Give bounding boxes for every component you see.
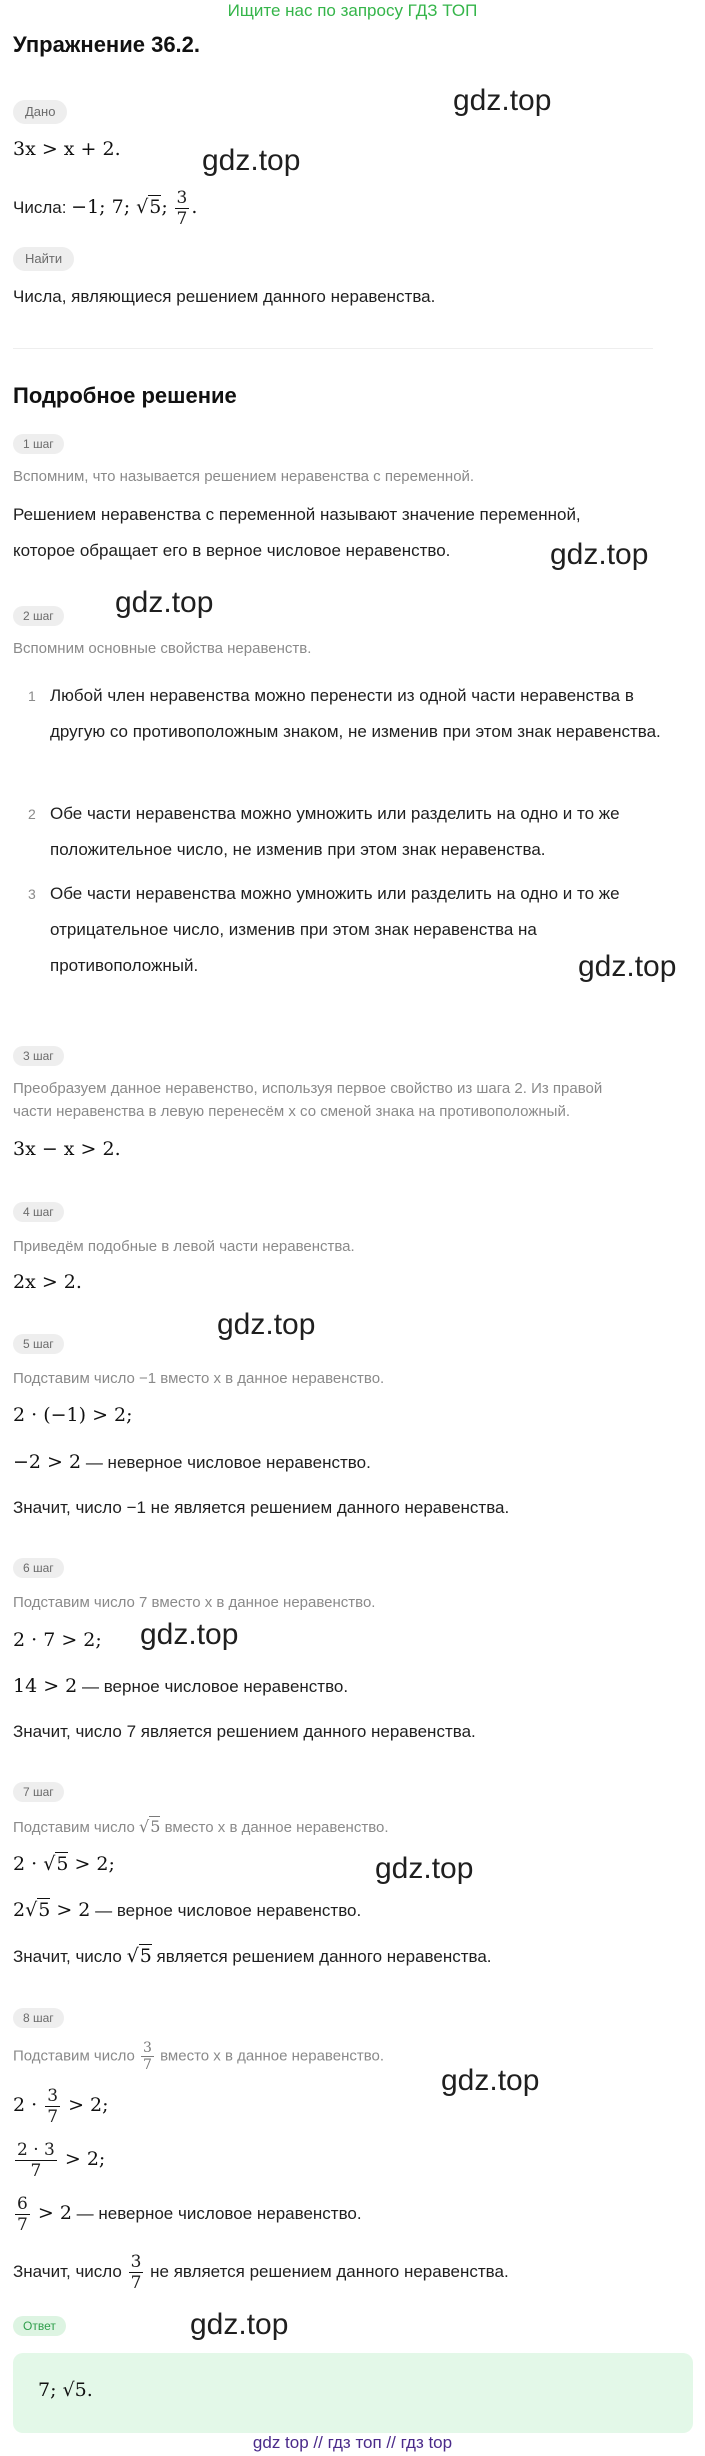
step3-hint-1: Преобразуем данное неравенство, используя первое свойство из шага 2. Из правой — [13, 1080, 603, 1097]
step5-tag: 5 шаг — [13, 1334, 64, 1354]
property-text-1: Любой член неравенства можно перенести из одной части неравенства в другую со противоположным знаком, не изменив при этом знак неравенства. — [50, 686, 661, 741]
step8-expr3-text: — неверное числовое неравенство. — [71, 2203, 362, 2223]
step3-tag: 3 шаг — [13, 1046, 64, 1066]
step6-expr2-text: — верное числовое неравенство. — [77, 1677, 349, 1696]
given-numbers-values: −1; 7; √5; — [71, 195, 168, 218]
step5-expr2-text: — неверное числовое неравенство. — [81, 1453, 371, 1472]
step4-tag: 4 шаг — [13, 1202, 64, 1222]
step8-hint: Подставим число $\frac{3}{7}$ вместо x в данное неравенство. — [13, 2040, 385, 2073]
step7-hint: Подставим число √5 вместо x в данное неравенство. — [13, 1817, 389, 1836]
sqrt-radicand: 5 — [149, 195, 162, 218]
step6-hint: Подставим число 7 вместо x в данное неравенство. — [13, 1594, 376, 1611]
watermark: gdz.top — [578, 950, 677, 983]
page-title: Упражнение 36.2. — [13, 32, 201, 57]
solution-title: Подробное решение — [13, 383, 237, 408]
watermark: gdz.top — [453, 84, 552, 117]
step1-tag: 1 шаг — [13, 434, 64, 454]
property-text-3: Обе части неравенства можно умножить или разделить на одно и то же отрицательное число, изменив при этом знак неравенства на противоположный. — [50, 884, 620, 975]
given-inequality: 3x > x + 2. — [13, 138, 121, 160]
fraction-six-sevenths: $\frac{6}{7}$ — [17, 2194, 28, 2235]
top-banner[interactable]: Ищите нас по запросу ГДЗ ТОП — [227, 1, 478, 20]
answer-tag: Ответ — [13, 2316, 66, 2336]
find-text: Числа, являющиеся решением данного неравенства. — [13, 287, 436, 306]
given-numbers-label: Числа: — [13, 197, 67, 217]
step8-expr1: 2 · $\frac{3}{7}$ > 2; — [13, 2086, 109, 2127]
step5-expr2-line — [13, 1450, 371, 1475]
property-num-1: 1 — [28, 688, 36, 704]
given-numbers: Числа: −1; 7; √5; $\frac{3}{7}$ . — [13, 188, 198, 229]
divider — [13, 348, 653, 349]
step1-line1: Решением неравенства с переменной называют значение переменной, — [13, 505, 581, 524]
watermark: gdz.top — [140, 1618, 239, 1651]
step4-expr: 2x > 2. — [13, 1271, 82, 1293]
step8-conclusion: Значит, число $\frac{3}{7}$ не является решением данного неравенства. — [13, 2252, 509, 2293]
fraction-three-sevenths: $\frac{3}{7}$ — [143, 2040, 152, 2073]
watermark: gdz.top — [550, 538, 649, 571]
watermark: gdz.top — [217, 1308, 316, 1341]
step8-expr2: $\frac{2 \cdot 3}{7}$ > 2; — [17, 2140, 106, 2181]
watermark: gdz.top — [190, 2308, 289, 2341]
property-item-1 — [28, 678, 688, 750]
find-tag: Найти — [13, 247, 74, 271]
watermark: gdz.top — [441, 2064, 540, 2097]
step5-expr2: −2 > 2 — [13, 1451, 82, 1473]
answer-box — [13, 2353, 693, 2433]
step4-hint: Приведём подобные в левой части неравенства. — [13, 1238, 355, 1255]
answer-text: 7; √5. — [38, 2379, 93, 2401]
step7-expr2-line: 2√5 > 2 — верное числовое неравенство. — [13, 1899, 362, 1921]
step3-expr: 3x − x > 2. — [13, 1138, 121, 1160]
fraction-three-sevenths: $\frac{3}{7}$ — [176, 188, 188, 229]
step8-tag: 8 шаг — [13, 2008, 64, 2028]
step2-tag: 2 шаг — [13, 606, 64, 626]
fraction-three-sevenths: $\frac{3}{7}$ — [47, 2086, 59, 2127]
step5-conclusion: Значит, число −1 не является решением данного неравенства. — [13, 1498, 510, 1517]
property-num-2: 2 — [28, 806, 36, 822]
watermark: gdz.top — [375, 1852, 474, 1885]
step2-hint: Вспомним основные свойства неравенств. — [13, 640, 312, 657]
property-text-2: Обе части неравенства можно умножить или разделить на одно и то же положительное число, не изменив при этом знак неравенства. — [50, 804, 620, 859]
bottom-links[interactable]: gdz top // гдз топ // гдз top — [252, 2433, 453, 2452]
fraction-product: $\frac{2 \cdot 3}{7}$ — [17, 2140, 55, 2181]
step3-hint-2: части неравенства в левую перенесём x со сменой знака на противоположный. — [13, 1103, 570, 1120]
watermark: gdz.top — [202, 144, 301, 177]
step7-expr1: 2 · √5 > 2; — [13, 1853, 115, 1875]
step6-tag: 6 шаг — [13, 1558, 64, 1578]
step5-hint: Подставим число −1 вместо x в данное неравенство. — [13, 1370, 385, 1387]
step8-expr3-line: $\frac{6}{7}$ > 2 — неверное числовое неравенство. — [17, 2194, 362, 2235]
property-item-2 — [28, 796, 688, 868]
step7-expr2-text: — верное числовое неравенство. — [90, 1901, 362, 1920]
step1-hint: Вспомним, что называется решением неравенства с переменной. — [13, 468, 475, 485]
step6-expr1: 2 · 7 > 2; — [13, 1629, 102, 1651]
given-tag: Дано — [13, 100, 67, 124]
watermark: gdz.top — [115, 586, 214, 619]
step7-tag: 7 шаг — [13, 1782, 64, 1802]
step5-expr1: 2 · (−1) > 2; — [13, 1404, 133, 1426]
step6-expr2-line — [13, 1674, 348, 1699]
property-num-3: 3 — [28, 886, 36, 902]
step6-conclusion: Значит, число 7 является решением данного неравенства. — [13, 1722, 476, 1741]
fraction-three-sevenths: $\frac{3}{7}$ — [130, 2252, 142, 2293]
step7-conclusion: Значит, число √5 является решением данного неравенства. — [13, 1945, 492, 1967]
step6-expr2: 14 > 2 — [13, 1675, 78, 1697]
step1-line2: которое обращает его в верное числовое неравенство. — [13, 541, 451, 560]
